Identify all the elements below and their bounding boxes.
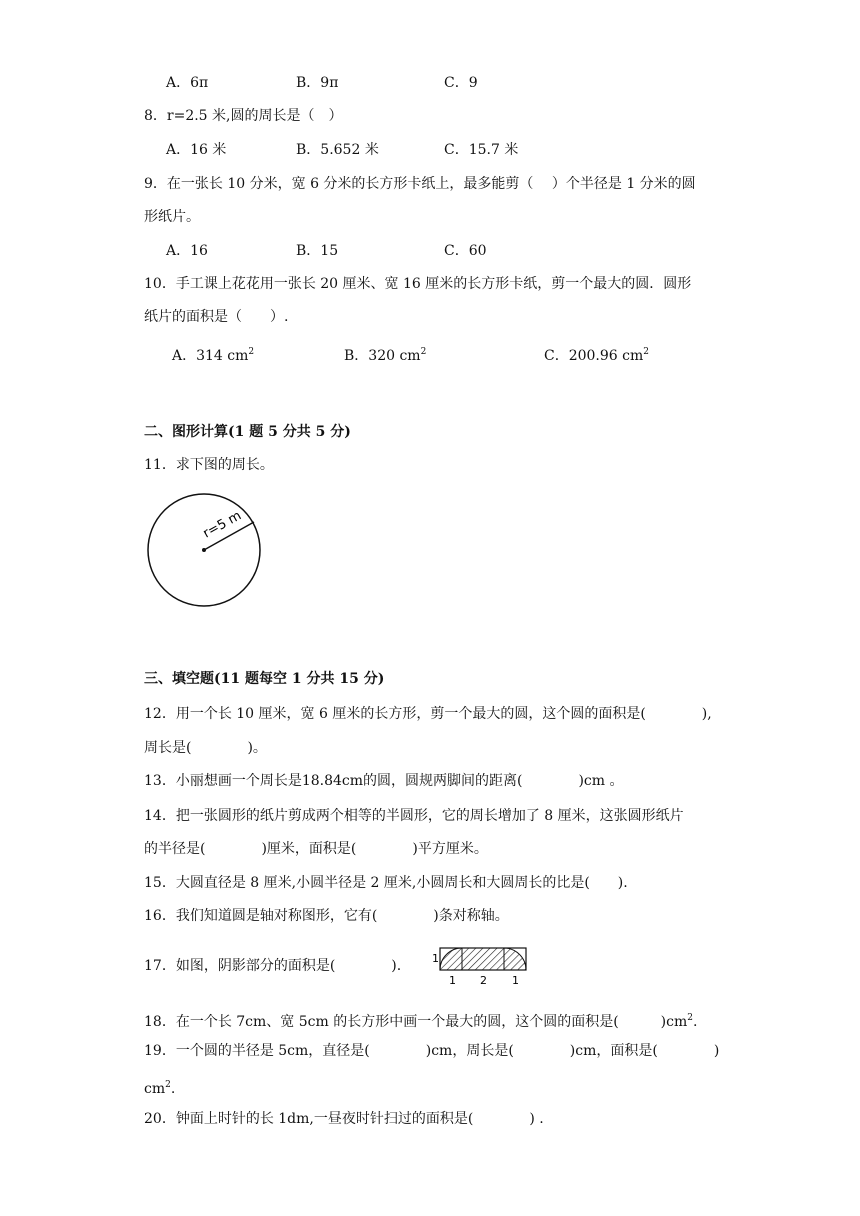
section2-title: 二、图形计算(1 题 5 分共 5 分) [144,424,351,440]
q10-option-c: C．200.96 $cm^2$ [544,347,649,364]
q10-option-b: B．320 $cm^2$ [344,347,427,364]
q8-option-b: B．5.652 米 [296,142,379,158]
q7-option-a: A．6π [166,75,209,91]
q14-line1: 14．把一张圆形的纸片剪成两个相等的半圆形，它的周长增加了 8 厘米，这张圆形纸片 [144,808,684,824]
q11-circle-figure [142,492,272,614]
q7-option-c: C．9 [444,75,478,91]
fig-label-left: 1 [449,974,456,986]
q12-line1: 12．用一个长 10 厘米，宽 6 厘米的长方形，剪一个最大的圆，这个圆的面积是( ), [144,706,712,722]
q8-option-a: A．16 米 [166,142,227,158]
q8-stem: 8．r=2.5 米,圆的周长是（ ） [144,108,343,124]
center-point [202,548,206,552]
q15-text: 15．大圆直径是 8 厘米,小圆半径是 2 厘米,小圆周长和大圆周长的比是( ). [144,875,628,891]
q9-option-b: B．15 [296,243,339,259]
q10-stem-line2: 纸片的面积是（ ）. [144,309,289,325]
q16-text: 16．我们知道圆是轴对称图形，它有( )条对称轴。 [144,908,509,924]
q9-option-c: C．60 [444,243,487,259]
radius-label: r=5 m [200,508,245,542]
q18-text: 18．在一个长 7cm、宽 5cm 的长方形中画一个最大的圆，这个圆的面积是( )$cm^2$. [144,1013,698,1030]
section3-title: 三、填空题(11 题每空 1 分共 15 分) [144,671,385,687]
q12-line2: 周长是( )。 [144,740,267,756]
q9-stem-line2: 形纸片。 [144,209,200,225]
fig-label-middle: 2 [480,974,487,986]
q19-line2: $cm^2$. [144,1080,176,1097]
middle-rectangle-shaded [462,948,504,970]
q9-stem-line1: 9．在一张长 10 分米，宽 6 分米的长方形卡纸上，最多能剪（ ）个半径是 1 分米的圆 [144,176,696,192]
q14-line2: 的半径是( )厘米，面积是( )平方厘米。 [144,841,488,857]
q13-text: 13．小丽想画一个周长是18.84cm的圆，圆规两脚间的距离( )cm 。 [144,773,624,789]
q17-text: 17．如图，阴影部分的面积是( ). [144,958,402,974]
q17-shaded-figure [430,944,530,986]
q11-stem: 11．求下图的周长。 [144,457,274,473]
q9-option-a: A．16 [166,243,208,259]
q7-option-b: B．9π [296,75,339,91]
q20-text: 20．钟面上时针的长 1dm,一昼夜时针扫过的面积是( ) . [144,1111,544,1127]
fig-label-right: 1 [512,974,519,986]
q10-stem-line1: 10．手工课上花花用一张长 20 厘米、宽 16 厘米的长方形卡纸，剪一个最大的圆．圆形 [144,276,692,292]
fig-label-height: 1 [432,952,439,965]
q19-line1: 19．一个圆的半径是 5cm，直径是( )cm，周长是( )cm，面积是( ) [144,1043,720,1059]
q10-option-a: A．314 $cm^2$ [172,347,255,364]
q8-option-c: C．15.7 米 [444,142,519,158]
